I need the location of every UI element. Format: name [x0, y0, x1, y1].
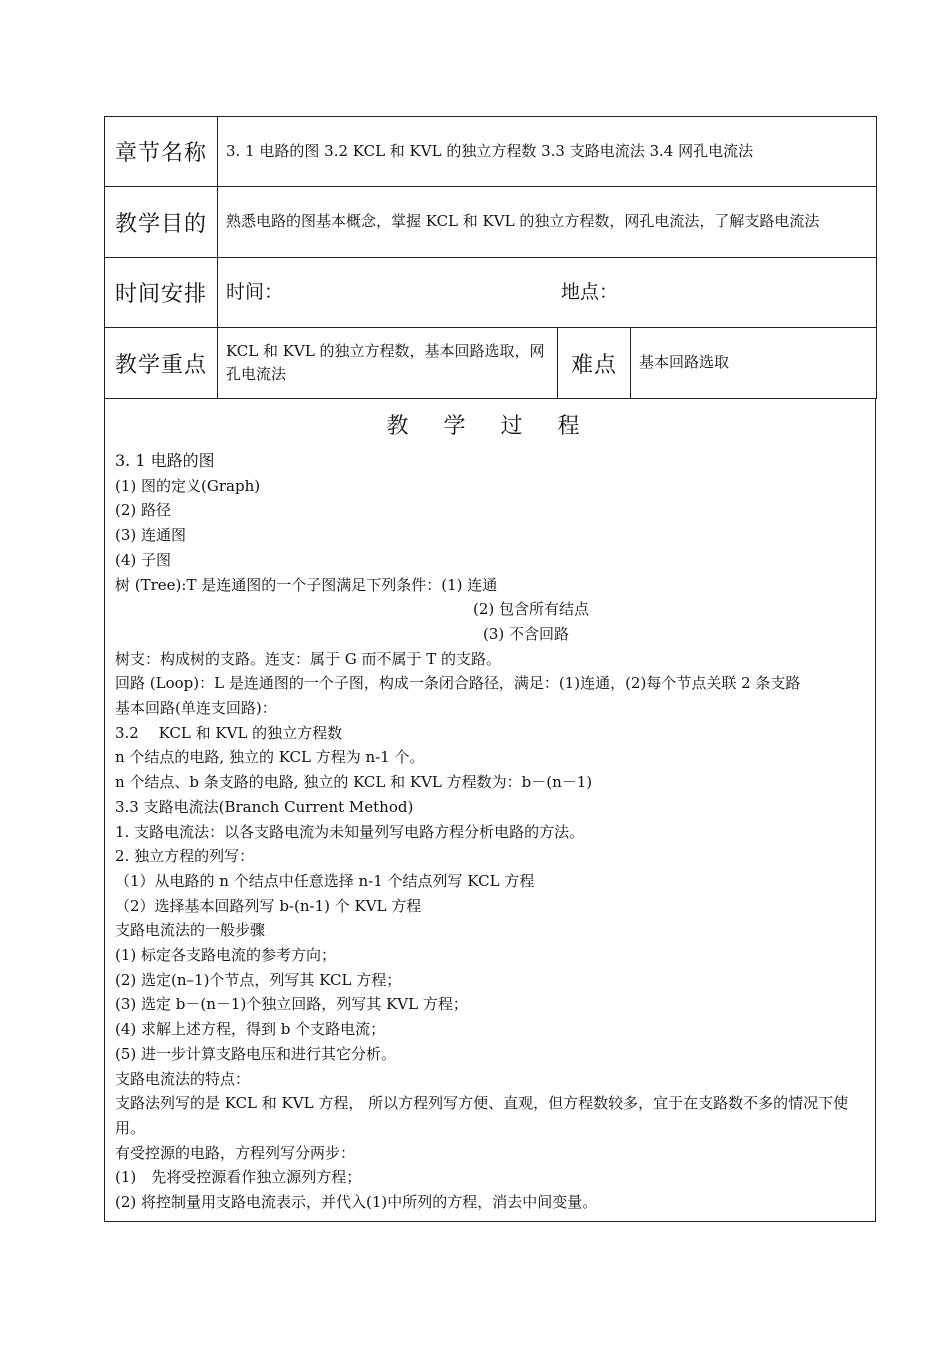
lesson-plan-sheet [104, 116, 876, 1222]
schedule-row [105, 258, 877, 328]
focus-row [105, 328, 877, 399]
process-line: （2）选择基本回路列写 b-(n-1) 个 KVL 方程 [115, 896, 422, 915]
chapter-row [105, 117, 877, 187]
difficulty-value: 基本回路选取 [631, 328, 877, 399]
process-line: 1. 支路电流法：以各支路电流为未知量列写电路方程分析电路的方法。 [115, 822, 585, 841]
process-line: (1) 图的定义(Graph) [115, 476, 261, 495]
goal-label: 教学目的 [105, 187, 218, 258]
process-line: 回路 (Loop)：L 是连通图的一个子图，构成一条闭合路径，满足：(1)连通，(2)每个节点关联 2 条支路 [115, 674, 801, 693]
process-title: 教 学 过 程 [386, 414, 594, 439]
time-label: 时间： [226, 280, 284, 303]
section-heading-3-3: 3.3 支路电流法(Branch Current Method) [115, 797, 414, 816]
process-line: 支路电流法的特点： [115, 1069, 251, 1088]
schedule-label: 时间安排 [105, 258, 218, 328]
process-line: 2. 独立方程的列写： [115, 847, 255, 866]
section-heading-3-1: 3. 1 电路的图 [115, 451, 215, 470]
process-line: (2) 将控制量用支路电流表示，并代入(1)中所列的方程，消去中间变量。 [115, 1193, 598, 1212]
focus-label: 教学重点 [105, 328, 218, 399]
place-label: 地点： [561, 280, 619, 303]
process-line: (4) 子图 [115, 550, 172, 569]
teaching-process-section [104, 399, 876, 1222]
process-line: n 个结点、b 条支路的电路, 独立的 KCL 和 KVL 方程数为：b－(n－1) [115, 773, 593, 792]
goal-value: 熟悉电路的图基本概念，掌握 KCL 和 KVL 的独立方程数，网孔电流法，了解支路电流法 [218, 187, 877, 258]
chapter-label: 章节名称 [105, 117, 218, 187]
process-line: (4) 求解上述方程，得到 b 个支路电流； [115, 1020, 386, 1039]
process-line: (1) 标定各支路电流的参考方向； [115, 946, 337, 965]
process-line: n 个结点的电路, 独立的 KCL 方程为 n-1 个。 [115, 748, 425, 767]
process-line: (2) 包含所有结点 [473, 600, 590, 619]
process-line: (5) 进一步计算支路电压和进行其它分析。 [115, 1044, 397, 1063]
process-line: 基本回路(单连支回路)： [115, 699, 277, 718]
process-line: (3) 选定 b－(n－1)个独立回路，列写其 KVL 方程； [115, 995, 468, 1014]
process-line: 支路电流法的一般步骤 [115, 921, 266, 940]
process-line: (1) 先将受控源看作独立源列方程； [115, 1168, 362, 1187]
schedule-value [218, 258, 877, 328]
process-line: (3) 不含回路 [483, 624, 570, 643]
focus-value: KCL 和 KVL 的独立方程数，基本回路选取，网孔电流法 [218, 328, 558, 399]
chapter-value: 3. 1 电路的图 3.2 KCL 和 KVL 的独立方程数 3.3 支路电流法 3.4 网孔电流法 [218, 117, 877, 187]
process-line: 支路法列写的是 KCL 和 KVL 方程， 所以方程列写方便、直观，但方程数较多，宜于在支路数不多的情况下使用。 [115, 1094, 849, 1137]
lesson-info-table [104, 116, 877, 399]
goal-row [105, 187, 877, 258]
process-line: (2) 选定(n–1)个节点，列写其 KCL 方程； [115, 970, 402, 989]
section-heading-3-2: 3.2 KCL 和 KVL 的独立方程数 [115, 723, 343, 742]
process-line: (2) 路径 [115, 501, 172, 520]
process-line: (3) 连通图 [115, 526, 187, 545]
process-line: 树 (Tree):T 是连通图的一个子图满足下列条件：(1) 连通 [115, 575, 498, 594]
process-line: （1）从电路的 n 个结点中任意选择 n-1 个结点列写 KCL 方程 [115, 871, 535, 890]
process-line: 树支：构成树的支路。连支：属于 G 而不属于 T 的支路。 [115, 649, 502, 668]
difficulty-label: 难点 [558, 328, 631, 399]
process-line: 有受控源的电路，方程列写分两步： [115, 1143, 356, 1162]
